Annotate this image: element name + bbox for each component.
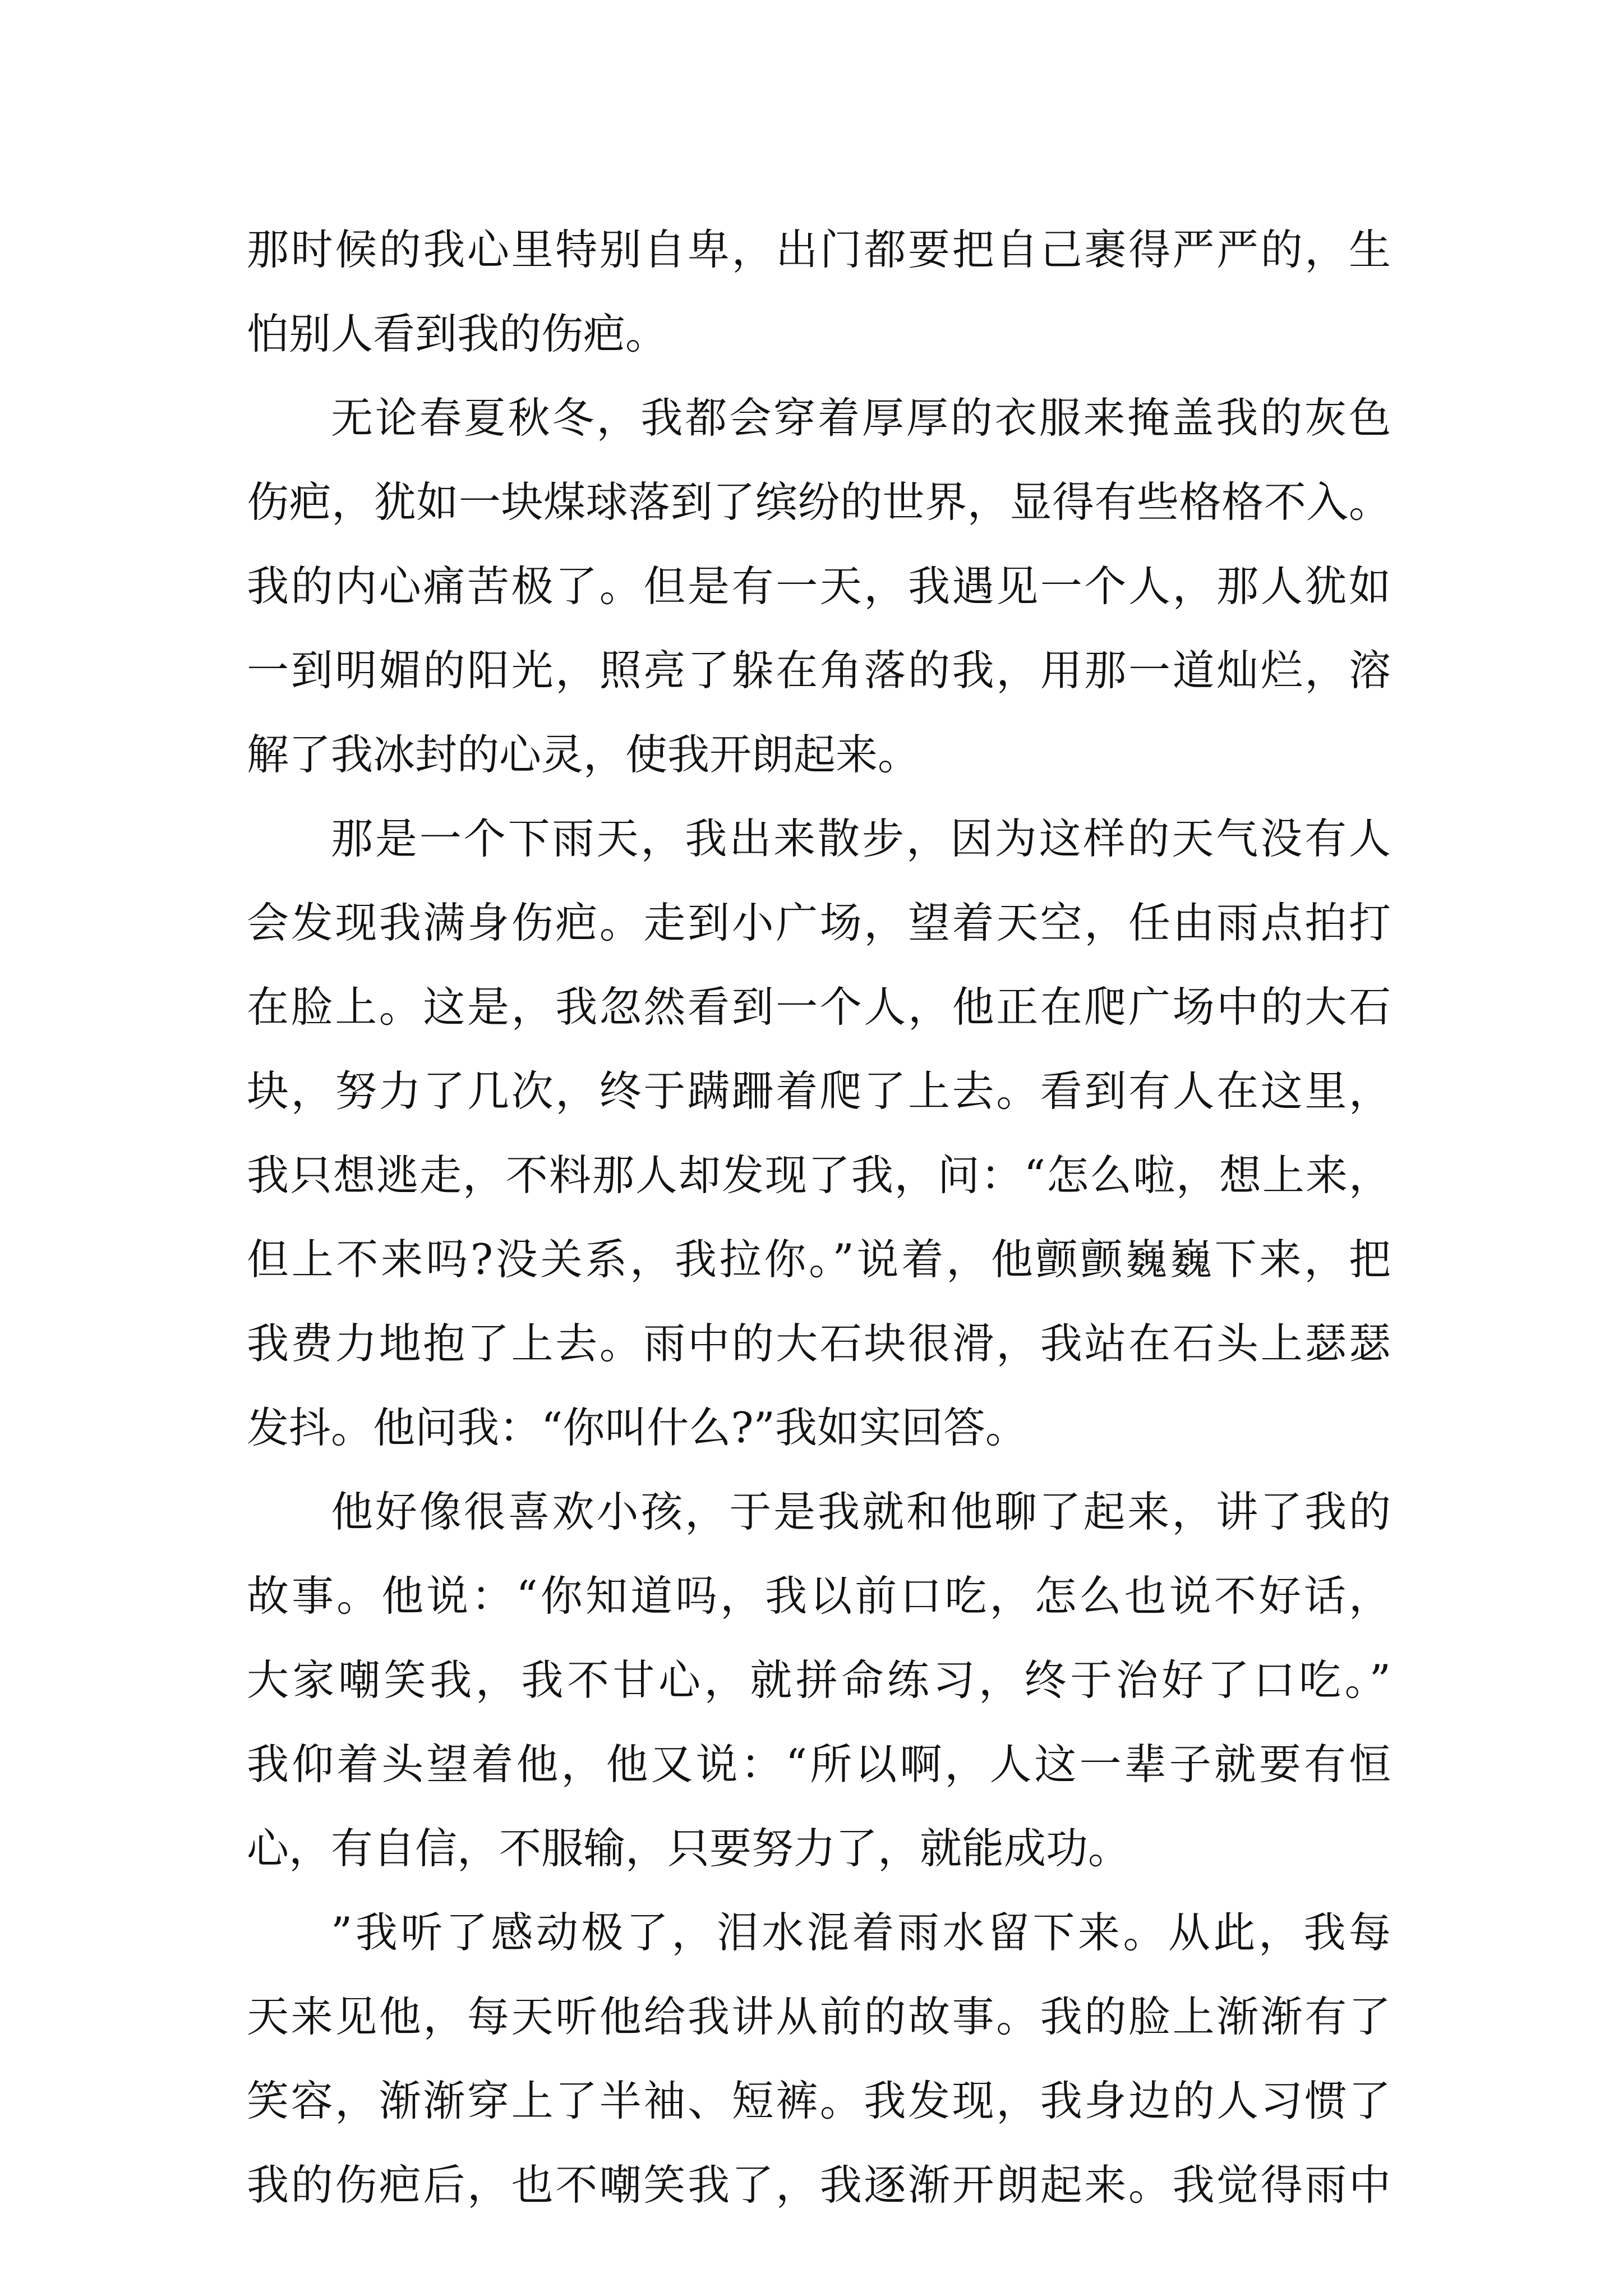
text-line: 我的内心痛苦极了。但是有一天，我遇见一个人，那人犹如	[247, 562, 1391, 611]
text-line: 但上不来吗?没关系，我拉你。”说着，他颤颤巍巍下来，把	[247, 1235, 1391, 1284]
text-line: 怕别人看到我的伤疤。	[247, 309, 668, 358]
text-line: 发抖。他问我：“你叫什么?”我如实回答。	[247, 1403, 1027, 1452]
text-line: 我仰着头望着他，他又说：“所以啊，人这一辈子就要有恒	[247, 1740, 1391, 1789]
text-line: 我费力地抱了上去。雨中的大石块很滑，我站在石头上瑟瑟	[247, 1319, 1391, 1368]
text-line: 笑容，渐渐穿上了半袖、短裤。我发现，我身边的人习惯了	[247, 2076, 1391, 2125]
text-line: 天来见他，每天听他给我讲从前的故事。我的脸上渐渐有了	[247, 1992, 1391, 2041]
essay-body	[247, 208, 1391, 2227]
text-line: 故事。他说：“你知道吗，我以前口吃，怎么也说不好话，	[247, 1571, 1391, 1621]
text-line: 心，有自信，不服输，只要努力了，就能成功。	[247, 1824, 1131, 1873]
text-line: 伤疤，犹如一块煤球落到了缤纷的世界，显得有些格格不入。	[247, 477, 1391, 527]
paragraph-first-line: 他好像很喜欢小孩，于是我就和他聊了起来，讲了我的	[331, 1487, 1391, 1536]
text-line: 块，努力了几次，终于蹒跚着爬了上去。看到有人在这里，	[247, 1066, 1391, 1116]
text-line: 我只想逃走，不料那人却发现了我，问：“怎么啦，想上来，	[247, 1151, 1391, 1200]
paragraph-first-line: ”我听了感动极了，泪水混着雨水留下来。从此，我每	[331, 1908, 1391, 1957]
paragraph-first-line: 那是一个下雨天，我出来散步，因为这样的天气没有人	[331, 814, 1391, 863]
text-line: 一到明媚的阳光，照亮了躲在角落的我，用那一道灿烂，溶	[247, 646, 1391, 695]
text-line: 大家嘲笑我，我不甘心，就拼命练习，终于治好了口吃。”	[247, 1655, 1391, 1705]
text-line: 会发现我满身伤疤。走到小广场，望着天空，任由雨点拍打	[247, 898, 1391, 947]
text-line: 那时候的我心里特别自卑，出门都要把自己裹得严严的，生	[247, 225, 1391, 274]
text-line: 解了我冰封的心灵，使我开朗起来。	[247, 730, 920, 779]
paragraph-first-line: 无论春夏秋冬，我都会穿着厚厚的衣服来掩盖我的灰色	[331, 393, 1391, 443]
text-line: 我的伤疤后，也不嘲笑我了，我逐渐开朗起来。我觉得雨中	[247, 2160, 1391, 2210]
text-line: 在脸上。这是，我忽然看到一个人，他正在爬广场中的大石	[247, 982, 1391, 1032]
